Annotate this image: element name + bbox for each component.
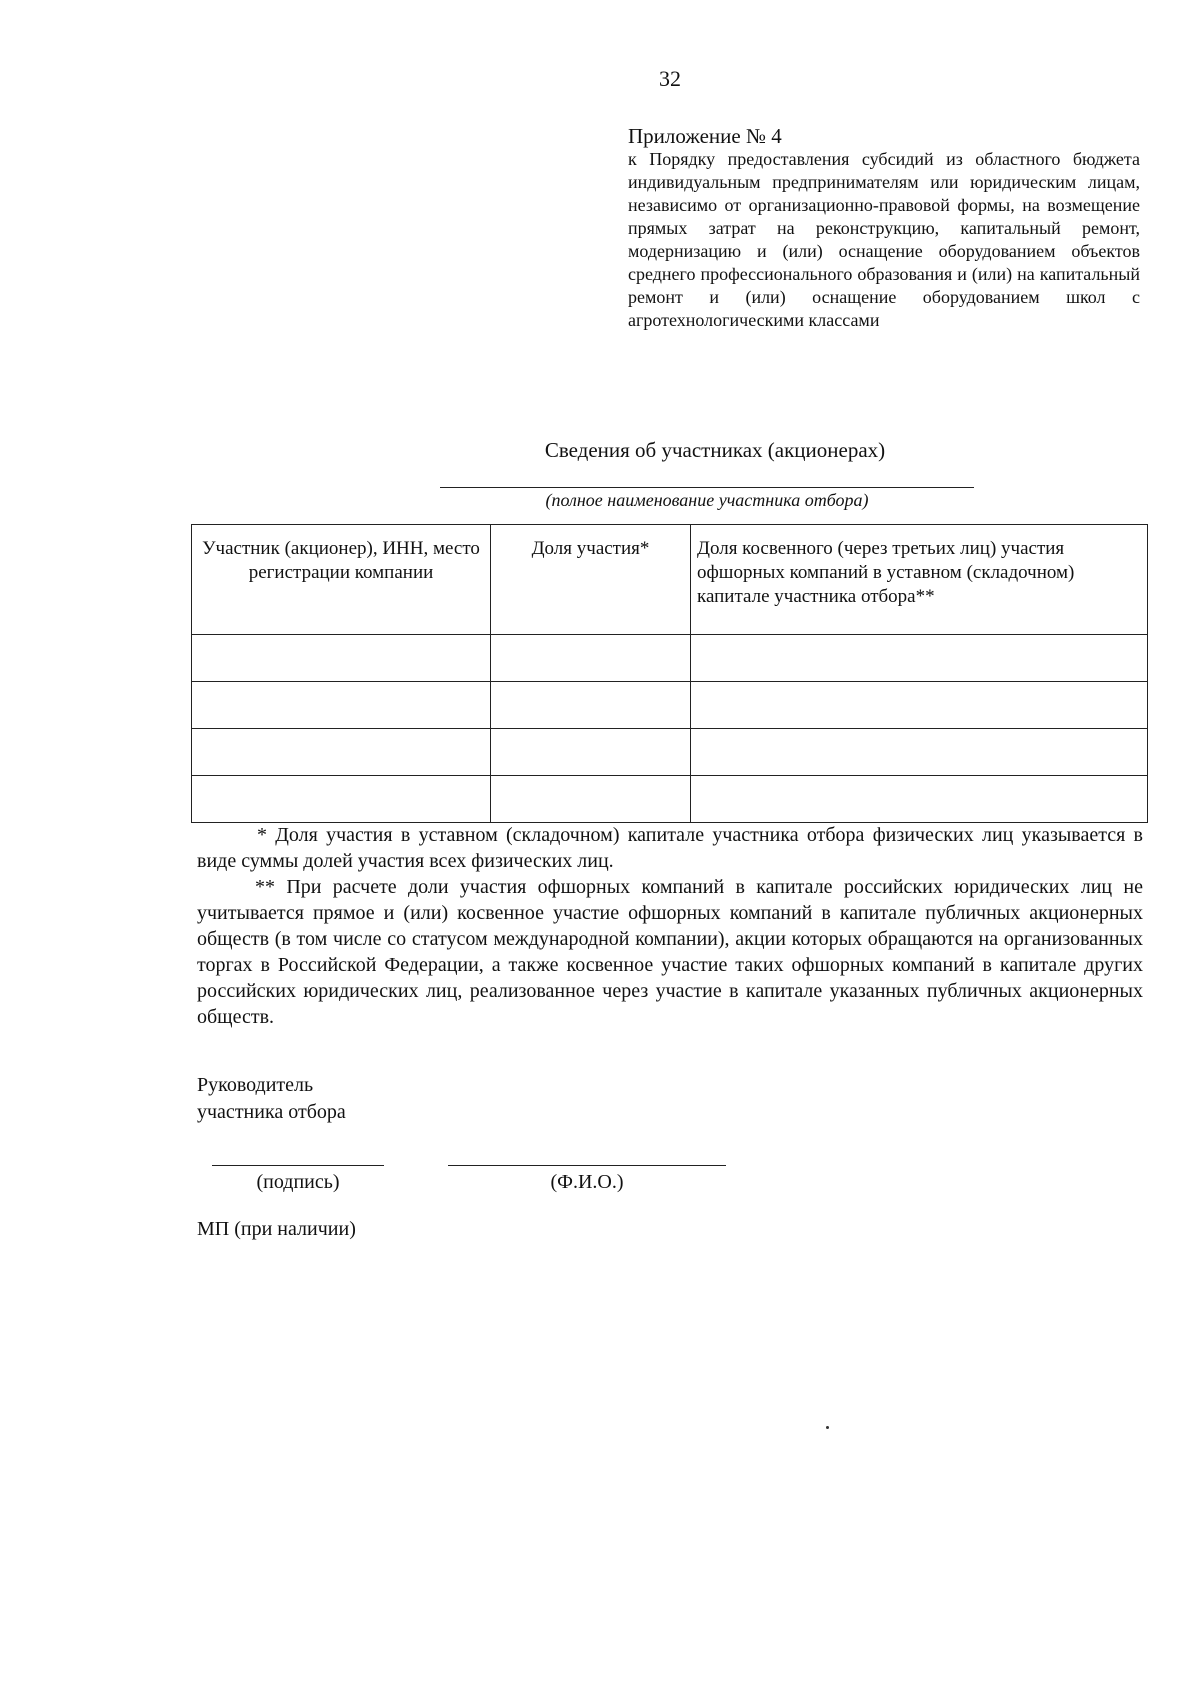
header-share: Доля участия* [491,525,691,635]
table-cell [691,776,1148,823]
full-name-line [448,1165,726,1166]
table-cell [192,682,491,729]
stamp-label: МП (при наличии) [197,1218,356,1240]
table-row [192,776,1148,823]
table-cell [192,729,491,776]
table-row [192,635,1148,682]
scan-speck [826,1426,829,1429]
table-cell [192,776,491,823]
table-cell [192,635,491,682]
table-cell [491,682,691,729]
table-header-row [192,525,1148,635]
table-cell [691,682,1148,729]
table-cell [491,776,691,823]
footnotes [197,822,1143,1030]
table-cell [491,635,691,682]
form-title: Сведения об участниках (акционерах) [544,438,886,462]
head-label-line2: участника отбора [197,1101,346,1123]
table-cell [691,729,1148,776]
footnote-1: * Доля участия в уставном (складочном) капитале участника отбора физических лиц указывается в виде суммы долей участия всех физических лиц. [197,824,1143,872]
header-participant: Участник (акционер), ИНН, место регистрации компании [192,525,491,635]
signature-caption: (подпись) [256,1171,340,1193]
head-label-line1: Руководитель [197,1074,314,1096]
appendix-title: Приложение № 4 [628,124,782,148]
appendix-text: к Порядку предоставления субсидий из областного бюджета индивидуальным предпринимателям или юридическим лицам, независимо от организационно-правовой формы, на возмещение прямых затрат на реконструкцию, капитальный ремонт, модернизацию и (или) оснащение оборудованием объектов среднего профессионального образования и (или) на капитальный ремонт и (или) оснащение оборудованием школ с агротехнологическими классами [628,149,1140,330]
page-number: 32 [659,66,681,91]
appendix-header [628,124,1140,332]
participants-table [191,524,1148,823]
footnote-2: ** При расчете доли участия офшорных компаний в капитале российских юридических лиц не учитывается прямое и (или) косвенное участие офшорных компаний в капитале публичных акционерных обществ (в том числе со статусом международной компании), акции которых обращаются на организованных торгах в Российской Федерации, а также косвенное участие таких офшорных компаний в капитале других российских юридических лиц, реализованное через участие в капитале указанных публичных акционерных обществ. [197,876,1143,1028]
head-label [197,1072,346,1126]
table-cell [491,729,691,776]
table-cell [691,635,1148,682]
full-name-caption: (Ф.И.О.) [550,1171,624,1193]
signature-line [212,1165,384,1166]
table-row [192,729,1148,776]
header-offshore-share: Доля косвенного (через третьих лиц) участия офшорных компаний в уставном (складочном) капитале участника отбора** [691,525,1148,635]
participant-name-caption: (полное наименование участника отбора) [545,490,869,510]
participant-name-line [440,487,974,488]
table-row [192,682,1148,729]
